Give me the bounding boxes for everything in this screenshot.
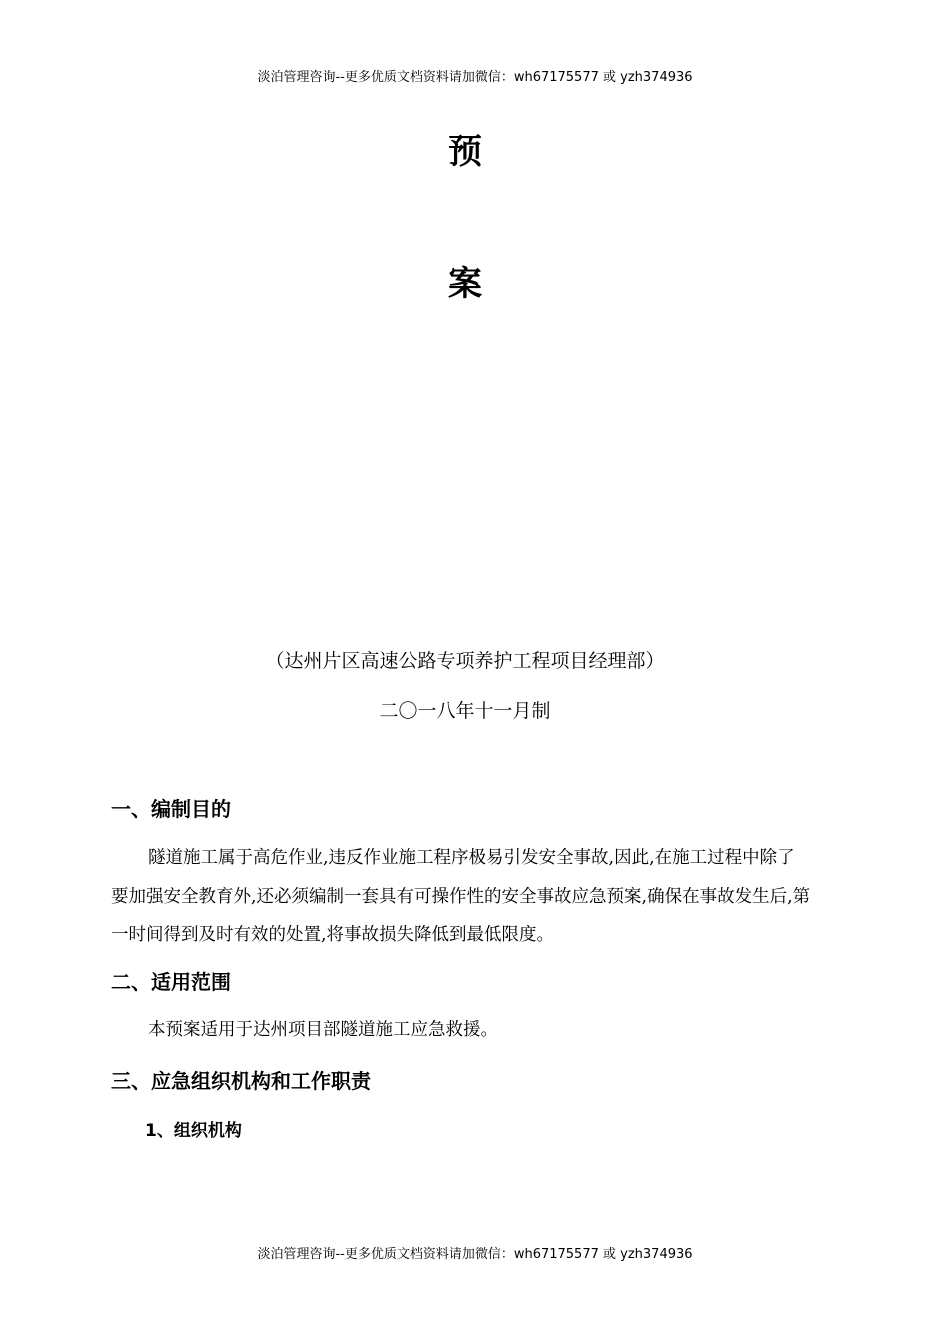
- section-body-purpose: 隧道施工属于高危作业,违反作业施工程序极易引发安全事故,因此,在施工过程中除了要加强安全教育外,还必须编制一套具有可操作性的安全事故应急预案,确保在事故发生后,第一时间得到及时有效的处置,将事故损失降低到最低限度。: [111, 848, 811, 945]
- section-heading-purpose: 一、编制目的: [111, 797, 231, 821]
- page-footer: 淡泊管理咨询--更多优质文档资料请加微信：wh67175577 或 yzh374936: [257, 1247, 693, 1262]
- cover-title-char-2: 案: [448, 264, 482, 304]
- cover-title-char-1: 预: [448, 132, 482, 172]
- cover-date: 二〇一八年十一月制: [379, 700, 551, 722]
- subsection-heading-structure: 1、组织机构: [145, 1121, 242, 1141]
- section-heading-organization: 三、应急组织机构和工作职责: [111, 1069, 371, 1093]
- section-heading-scope: 二、适用范围: [111, 970, 231, 994]
- page-header: 淡泊管理咨询--更多优质文档资料请加微信：wh67175577 或 yzh374936: [257, 70, 693, 85]
- section-body-scope: 本预案适用于达州项目部隧道施工应急救援。: [148, 1020, 498, 1040]
- cover-organization: （达州片区高速公路专项养护工程项目经理部）: [265, 650, 665, 672]
